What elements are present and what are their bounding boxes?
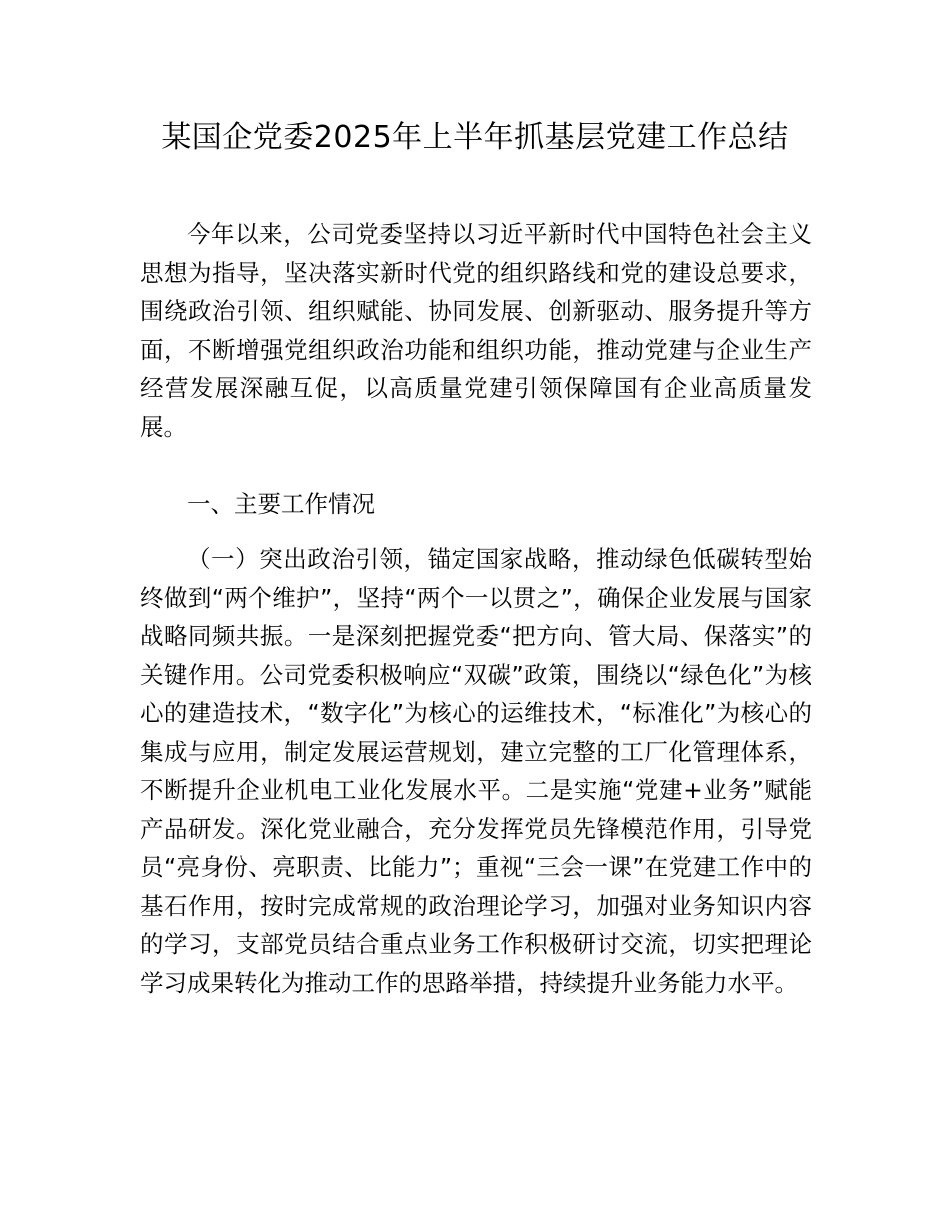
subsection-paragraph: （一）突出政治引领，锚定国家战略，推动绿色低碳转型始终做到“两个维护”，坚持“两个一以贯之”，确保企业发展与国家战略同频共振。一是深刻把握党委“把方向、管大局、保落实”的关键作用。公司党委积极响应“双碳”政策，围绕以“绿色化”为核心的建造技术，“数字化”为核心的运维技术，“标准化”为核心的集成与应用，制定发展运营规划，建立完整的工厂化管理体系，不断提升企业机电工业化发展水平。二是实施“党建+业务”赋能产品研发。深化党业融合，充分发挥党员先锋模范作用，引导党员“亮身份、亮职责、比能力”；重视“三会一课”在党建工作中的基石作用，按时完成常规的政治理论学习，加强对业务知识内容的学习，支部党员结合重点业务工作积极研讨交流，切实把理论学习成果转化为推动工作的思路举措，持续提升业务能力水平。 [140, 545, 812, 997]
section-heading: 一、主要工作情况 [187, 490, 375, 518]
intro-paragraph: 今年以来，公司党委坚持以习近平新时代中国特色社会主义思想为指导，坚决落实新时代党的组织路线和党的建设总要求，围绕政治引领、组织赋能、协同发展、创新驱动、服务提升等方面，不断增强党组织政治功能和组织功能，推动党建与企业生产经营发展深融互促，以高质量党建引领保障国有企业高质量发展。 [140, 220, 812, 441]
document-title: 某国企党委2025年上半年抓基层党建工作总结 [161, 120, 789, 155]
